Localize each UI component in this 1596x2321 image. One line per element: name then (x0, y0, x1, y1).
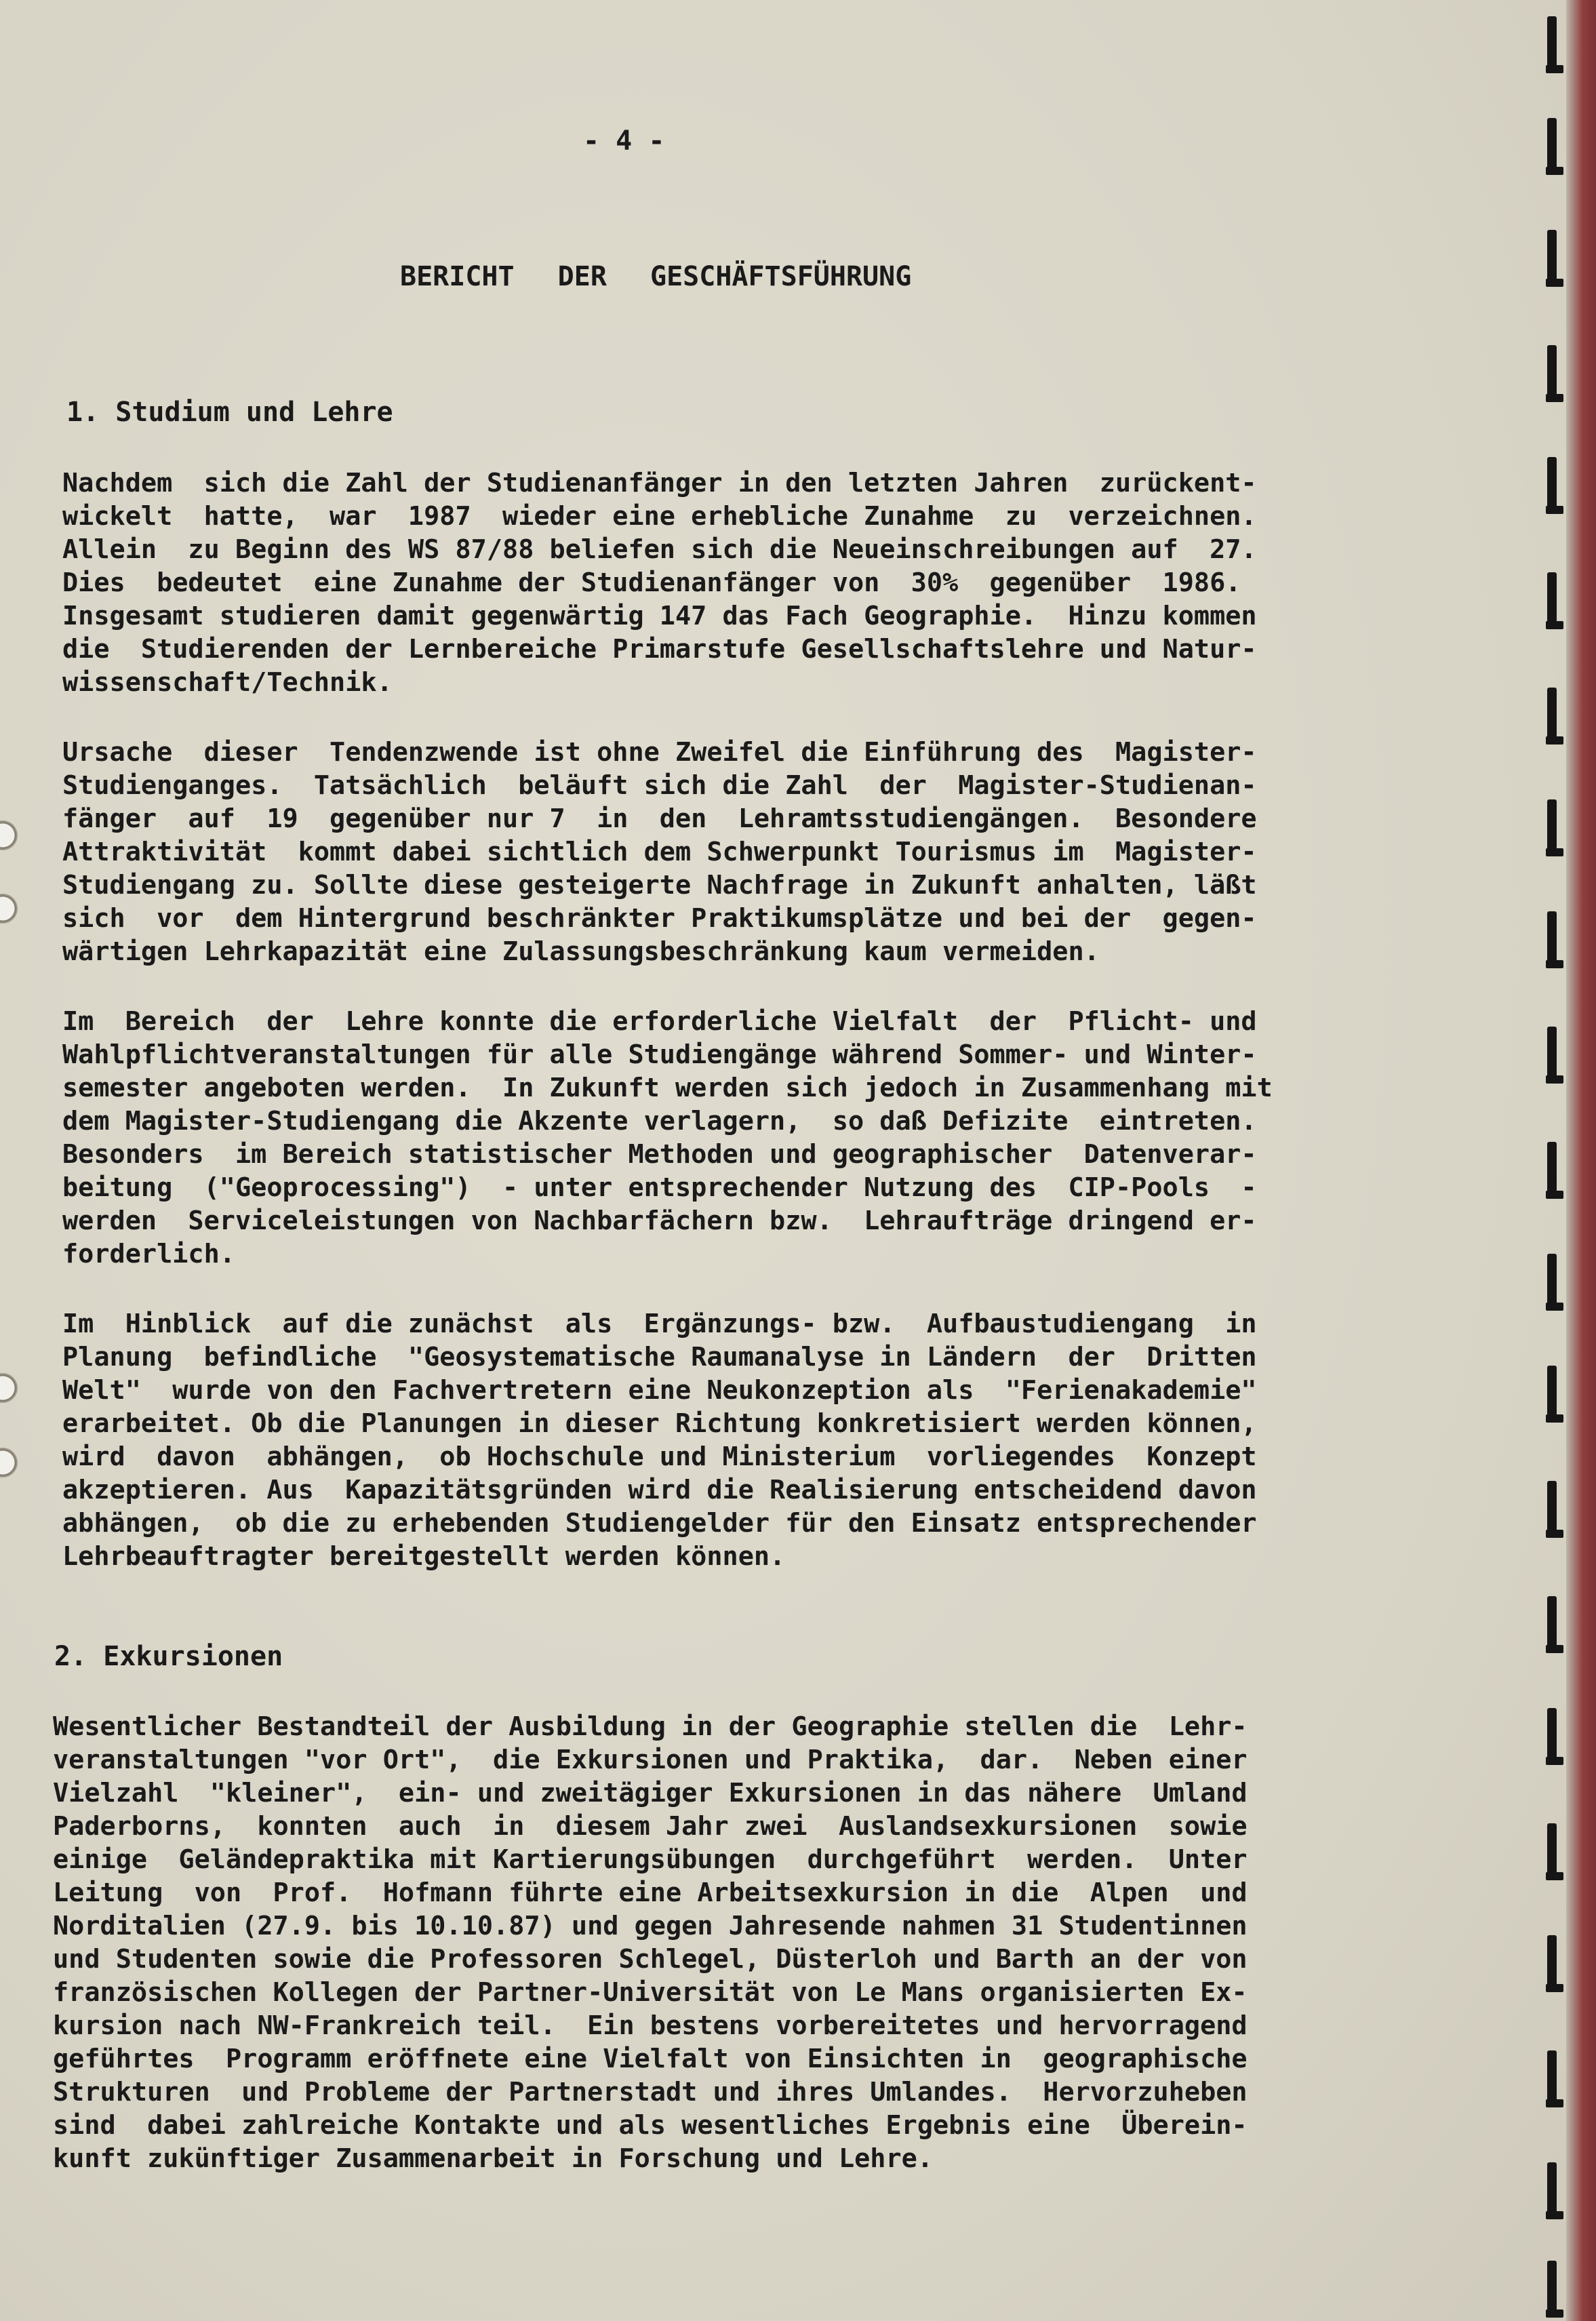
paragraph: Wesentlicher Bestandteil der Ausbildung in der Geographie stellen die Lehr- veranstaltungen "vor Ort", die Exkursionen und Praktika, dar. Neben einer Vielzahl "kleiner", ein- und zweitägiger Exkursionen in das nähere Umland Paderborns, konnten auch in diesem Jahr zwei Auslandsexkursionen sowie einige Geländepraktika mit Kartierungsübungen durchgeführt werden. Unter Leitung von Prof. Hofmann führte eine Arbeitsexkursion in die Alpen und Norditalien (27.9. bis 10.10.87) und gegen Jahresende nahmen 31 Studentinnen und Studenten sowie die Professoren Schlegel, Düsterloh und Barth an der von französischen Kollegen der Partner-Universität von Le Mans organisierten Ex- kursion nach NW-Frankreich teil. Ein bestens vorbereitetes und hervorragend geführtes Programm eröffnete eine Vielfalt von Einsichten in geographische Strukturen und Probleme der Partnerstadt und ihres Umlandes. Hervorzuheben sind dabei zahlreiche Kontakte und als wesentliches Ergebnis eine Überein- kunft zukünftiger Zusammenarbeit in Forschung und Lehre. (53, 1711, 1248, 2174)
binding-mark (1540, 909, 1563, 970)
binding-mark (1540, 570, 1563, 631)
binding-mark (1540, 1821, 1563, 1882)
page-edge (1566, 0, 1596, 2321)
binding-mark (1540, 454, 1563, 515)
binding-mark (1540, 1705, 1563, 1766)
punch-hole (0, 820, 18, 850)
binding-mark (1540, 1593, 1563, 1654)
paragraph: Im Hinblick auf die zunächst als Ergänzungs- bzw. Aufbaustudiengang in Planung befindliche "Geosystematische Raumanalyse in Ländern der Dritten Welt" wurde von den Fachvertretern eine Neukonzeption als "Ferienakademie" erarbeitet. Ob die Planungen in dieser Richtung konkretisiert werden können, wird davon abhängen, ob Hochschule und Ministerium vorliegendes Konzept akzeptieren. Aus Kapazitätsgründen wird die Realisierung entscheidend davon abhängen, ob die zu erhebenden Studiengelder für den Einsatz entsprechender Lehrbeauftragter bereitgestellt werden können. (62, 1309, 1257, 1572)
punch-hole (0, 894, 18, 924)
page-number: - 4 - (583, 125, 665, 157)
section-heading-exkursionen: 2. Exkursionen (54, 1641, 283, 1672)
binding-mark (1540, 1139, 1563, 1200)
binding-mark (1540, 342, 1563, 403)
binding-mark (1540, 685, 1563, 746)
paragraph: Im Bereich der Lehre konnte die erforderliche Vielfalt der Pflicht- und Wahlpflichtveranstaltungen für alle Studiengänge während Sommer- und Winter- semester angeboten werden. In Zukunft werden sich jedoch in Zusammenhang mit dem Magister-Studiengang die Akzente verlagern, so daß Defizite eintreten. Besonders im Bereich statistischer Methoden und geographischer Datenverar- beitung ("Geoprocessing") - unter entsprechender Nutzung des CIP-Pools - werden Serviceleistungen von Nachbarfächern bzw. Lehraufträge dringend er- forderlich. (62, 1006, 1273, 1269)
binding-mark (1540, 1363, 1563, 1424)
binding-mark (1540, 115, 1563, 176)
paragraph: Ursache dieser Tendenzwende ist ohne Zweifel die Einführung des Magister- Studienganges. Tatsächlich beläuft sich die Zahl der Magister-Studienan- fänger auf 19 gegenüber nur 7 in den Lehramtsstudiengängen. Besondere Attraktivität kommt dabei sichtlich dem Schwerpunkt Tourismus im Magister- Studiengang zu. Sollte diese gesteigerte Nachfrage in Zukunft anhalten, läßt sich vor dem Hintergrund beschränkter Praktikumsplätze und bei der gegen- wärtigen Lehrkapazität eine Zulassungsbeschränkung kaum vermeiden. (62, 737, 1257, 967)
binding-mark (1540, 1251, 1563, 1312)
binding-mark (1540, 227, 1563, 288)
binding-mark (1540, 2160, 1563, 2221)
punch-hole (0, 1448, 18, 1477)
binding-mark (1540, 1024, 1563, 1085)
binding-mark (1540, 2048, 1563, 2109)
binding-mark (1540, 14, 1563, 75)
section-heading-studium: 1. Studium und Lehre (66, 397, 393, 428)
binding-mark (1540, 2258, 1563, 2319)
punch-hole (0, 1373, 18, 1403)
binding-mark (1540, 797, 1563, 858)
binding-mark (1540, 1478, 1563, 1539)
paragraph: Nachdem sich die Zahl der Studienanfänger in den letzten Jahren zurückent- wickelt hatte, war 1987 wieder eine erhebliche Zunahme zu verzeichnen. Allein zu Beginn des WS 87/88 beliefen sich die Neueinschreibungen auf 27. Dies bedeutet eine Zunahme der Studienanfänger von 30% gegenüber 1986. Insgesamt studieren damit gegenwärtig 147 das Fach Geographie. Hinzu kommen die Studierenden der Lernbereiche Primarstufe Gesellschaftslehre und Natur- wissenschaft/Technik. (62, 468, 1257, 698)
report-title: BERICHT DER GESCHÄFTSFÜHRUNG (400, 261, 912, 292)
binding-mark (1540, 1932, 1563, 1993)
